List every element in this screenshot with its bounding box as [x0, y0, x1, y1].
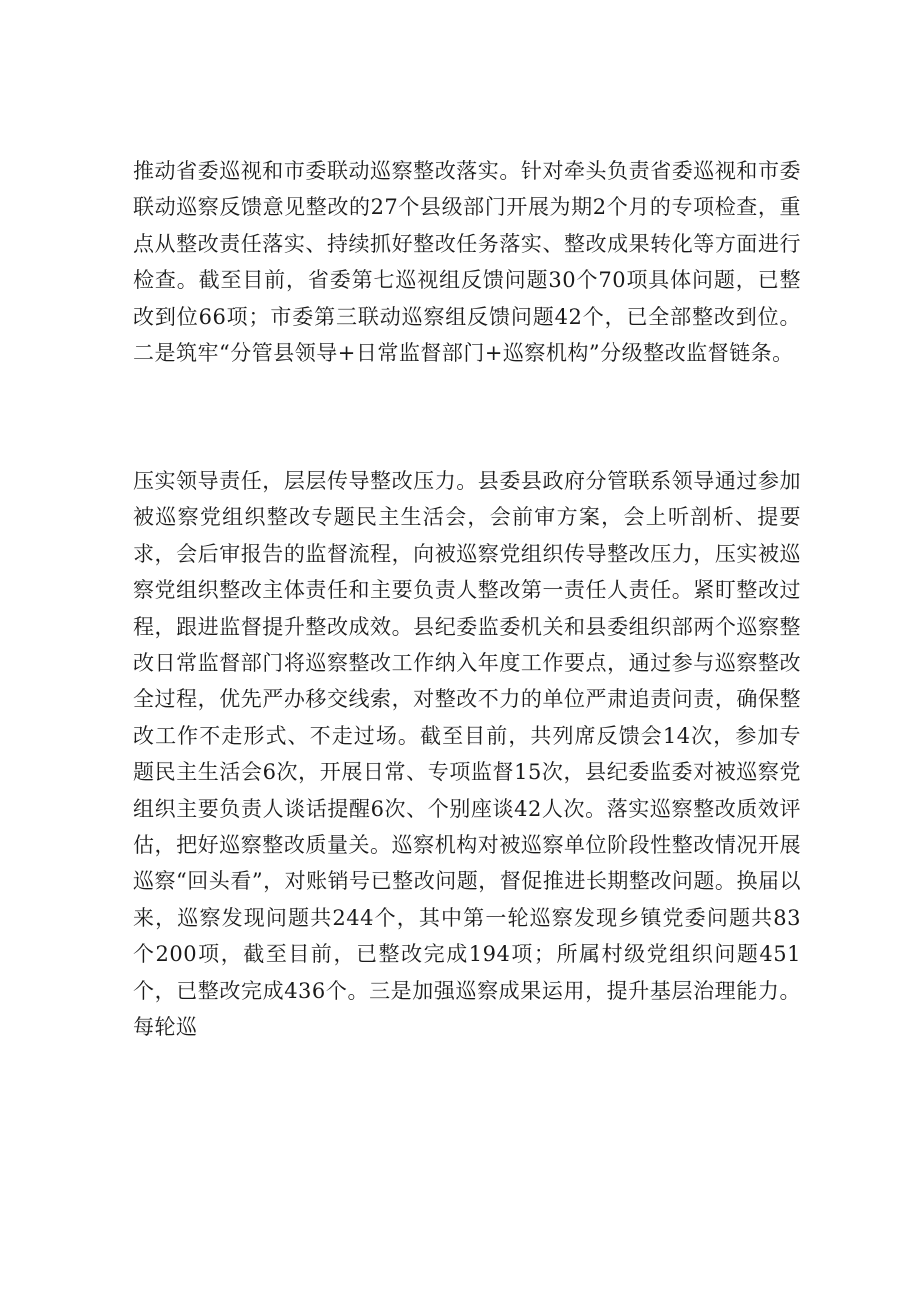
paragraph-1: 推动省委巡视和市委联动巡察整改落实。针对牵头负责省委巡视和市委联动巡察反馈意见整改的27个县级部门开展为期2个月的专项检查，重点从整改责任落实、持续抓好整改任务落实、整改成果转化等方面进行检查。截至目前，省委第七巡视组反馈问题30个70项具体问题，已整改到位66项；市委第三联动巡察组反馈问题42个，已全部整改到位。二是筑牢“分管县领导+日常监督部门+巡察机构”分级整改监督链条。 — [133, 159, 801, 366]
paragraph-2: 压实领导责任，层层传导整改压力。县委县政府分管联系领导通过参加被巡察党组织整改专题民主生活会，会前审方案，会上听剖析、提要求，会后审报告的监督流程，向被巡察党组织传导整改压力，压实被巡察党组织整改主体责任和主要负责人整改第一责任人责任。紧盯整改过程，跟进监督提升整改成效。县纪委监委机关和县委组织部两个巡察整改日常监督部门将巡察整改工作纳入年度工作要点，通过参与巡察整改全过程，优先严办移交线索，对整改不力的单位严肃追责问责，确保整改工作不走形式、不走过场。截至目前，共列席反馈会14次，参加专题民主生活会6次，开展日常、专项监督15次，县纪委监委对被巡察党组织主要负责人谈话提醒6次、个别座谈42人次。落实巡察整改质效评估，把好巡察整改质量关。巡察机构对被巡察单位阶段性整改情况开展巡察“回头看”，对账销号已整改问题，督促推进长期整改问题。换届以来，巡察发现问题共244个，其中第一轮巡察发现乡镇党委问题共83个200项，截至目前，已整改完成194项；所属村级党组织问题451个，已整改完成436个。三是加强巡察成果运用，提升基层治理能力。每轮巡 — [133, 469, 801, 1040]
